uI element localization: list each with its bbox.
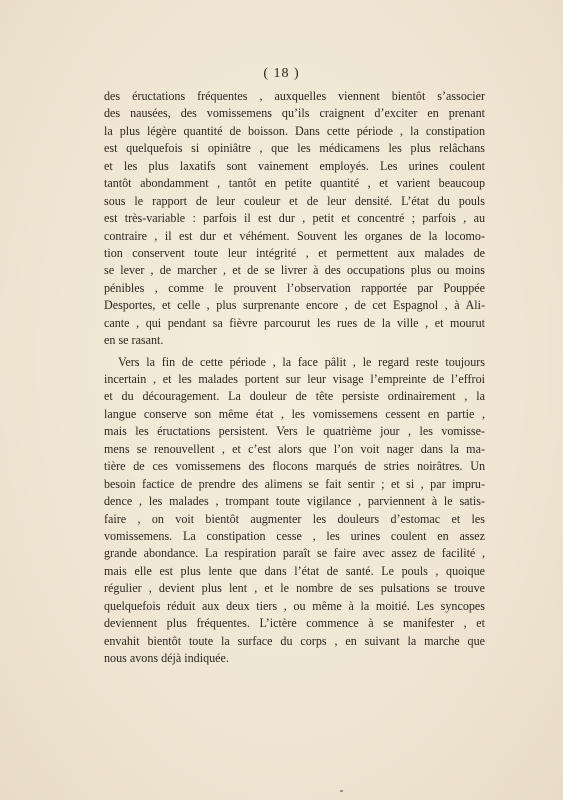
text-line: envahit bientôt toute la surface du corps , en suivant la marche que <box>104 633 485 648</box>
text-line: des nausées, des vomissemens qu’ils craignent d’exciter en prenant <box>104 106 485 121</box>
text-line: pénibles , comme le prouvent l’observation rapportée par Pouppée <box>104 280 485 295</box>
text-line: mais les éructations persistent. Vers le quatrième jour , les vomisse- <box>104 424 485 439</box>
text-line: incertain , et les malades portent sur leur visage l’empreinte de l’effroi <box>104 372 485 386</box>
text-line: contraire , il est dur et véhément. Souvent les organes de la locomo- <box>104 228 485 243</box>
text-line: faire , on voit bientôt augmenter les douleurs d’estomac et les <box>104 511 485 526</box>
text-line: est quelquefois si opiniâtre , que les médicamens les plus relâchans <box>104 141 485 156</box>
text-line: dence , les malades , trompant toute vigilance , parviennent à le satis- <box>104 494 485 509</box>
text-line: vomissemens. La constipation cesse , les urines coulent en assez <box>104 528 485 543</box>
text-line: tantôt abondamment , tantôt en petite quantité , et varient beaucoup <box>104 176 485 191</box>
text-line: langue conserve son même état , les vomissemens cessent en partie , <box>104 406 485 421</box>
text-line: et les plus laxatifs sont vainement employés. Les urines coulent <box>104 158 485 173</box>
text-line: cante , qui pendant sa fièvre parcourut les rues de la ville , et mourut <box>104 315 485 330</box>
text-line: mais elle est plus lente que dans l’état de santé. Le pouls , quoique <box>104 563 485 578</box>
text-line: grande abondance. La respiration paraît se faire avec assez de facilité , <box>104 546 485 561</box>
text-line: deviennent plus fréquentes. L’ictère commence à se manifester , et <box>104 616 485 631</box>
text-line: mens se renouvellent , et c’est alors que l’on voit nager dans la ma- <box>104 441 485 456</box>
body-text <box>104 88 485 667</box>
text-line: se lever , de marcher , et de se livrer à des occupations plus ou moins <box>104 263 485 278</box>
text-line: et du découragement. La douleur de tête persiste ordinairement , la <box>104 389 485 404</box>
text-line: nous avons déjà indiquée. <box>104 651 229 665</box>
text-line: est très-variable : parfois il est dur , petit et concentré ; parfois , au <box>104 211 485 226</box>
text-line: quelquefois réduit aux deux tiers , ou même à la moitié. Les syncopes <box>104 598 485 613</box>
paragraph-2 <box>104 354 485 668</box>
text-line: sous le rapport de leur couleur et de leur densité. L’état du pouls <box>104 193 485 208</box>
text-line: besoin factice de prendre des alimens se fait sentir ; et si , par impru- <box>104 476 485 491</box>
text-line: Desportes, et celle , plus surprenante encore , de cet Espagnol , à Ali- <box>104 298 485 313</box>
paragraph-1 <box>104 88 485 350</box>
page-number: ( 18 ) <box>263 66 300 81</box>
text-line: régulier , devient plus lent , et le nombre de ses pulsations se trouve <box>104 581 485 596</box>
paper-speck <box>340 790 343 792</box>
text-line: des éructations fréquentes , auxquelles viennent bientôt s’associer <box>104 89 485 103</box>
text-line: tion conservent toute leur intégrité , et permettent aux malades de <box>104 245 485 260</box>
text-line: en se rasant. <box>104 333 164 348</box>
text-line: la plus légère quantité de boisson. Dans cette période , la constipation <box>104 123 485 138</box>
text-line: tière de ces vomissemens des flocons marqués de stries noirâtres. Un <box>104 459 485 474</box>
text-line: Vers la fin de cette période , la face pâlit , le regard reste toujours <box>118 354 485 369</box>
